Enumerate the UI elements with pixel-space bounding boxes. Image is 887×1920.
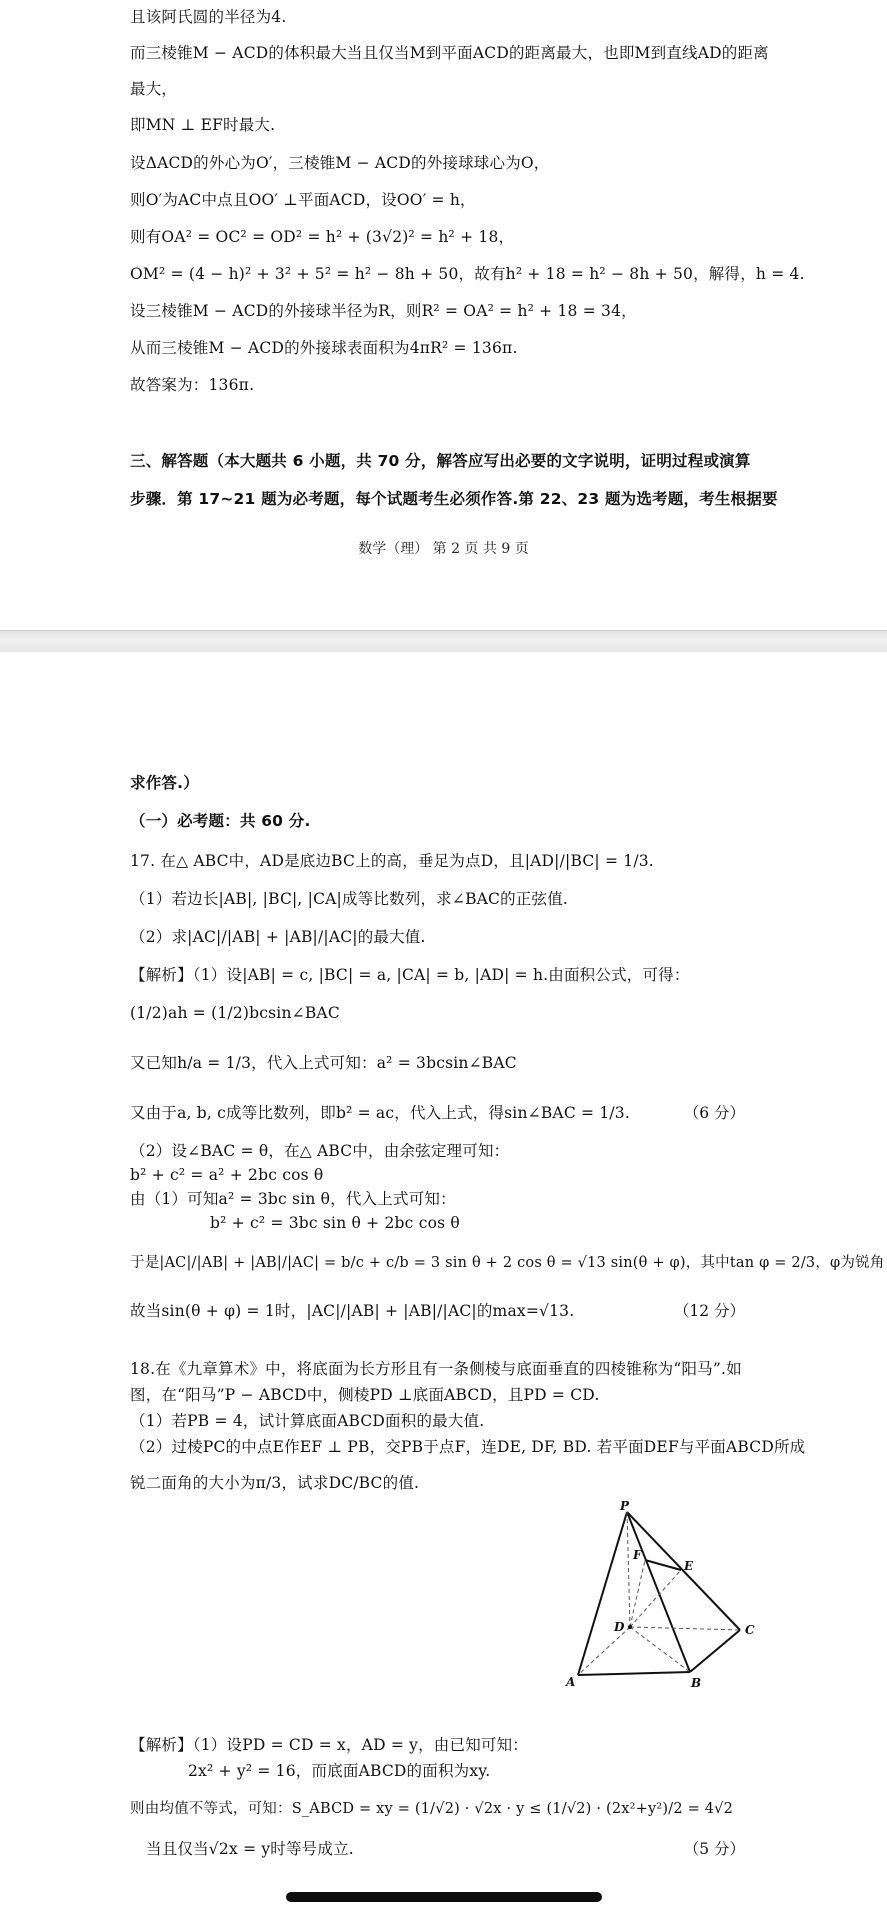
- label-F: F: [633, 1548, 642, 1562]
- text-line: 而三棱锥M − ACD的体积最大当且仅当M到平面ACD的距离最大，也即M到直线AD的距离: [130, 44, 769, 62]
- label-A: A: [566, 1675, 576, 1689]
- q17-stem: 17. 在△ ABC中，AD是底边BC上的高，垂足为点D，且|AD|/|BC| = 1/3.: [130, 852, 654, 870]
- text-line: 从而三棱锥M − ACD的外接球表面积为4πR² = 136π.: [130, 339, 518, 357]
- edge-PD: [627, 1512, 630, 1627]
- q18-part2: （2）过棱PC的中点E作EF ⊥ PB，交PB于点F，连DE, DF, BD. 若平面DEF与平面ABCD所成: [130, 1438, 806, 1456]
- label-P: P: [620, 1500, 630, 1513]
- q18-part1: （1）若PB = 4，试计算底面ABCD面积的最大值.: [130, 1412, 485, 1430]
- label-D: D: [614, 1620, 625, 1634]
- segment-DF: [630, 1560, 645, 1627]
- text-line: 则有OA² = OC² = OD² = h² + (3√2)² = h² + 18，: [130, 228, 515, 246]
- q18-solution: 【解析】（1）设PD = CD = x，AD = y，由已知可知：: [130, 1736, 528, 1754]
- edge-AB: [578, 1672, 690, 1675]
- label-B: B: [691, 1676, 702, 1690]
- text-line: 设三棱锥M − ACD的外接球半径为R，则R² = OA² = h² + 18 = 34，: [130, 302, 637, 320]
- pyramid-figure: [560, 1500, 770, 1700]
- q17-solution: b² + c² = a² + 2bc cos θ: [130, 1166, 324, 1184]
- edge-BC: [690, 1630, 740, 1672]
- home-indicator[interactable]: [286, 1892, 602, 1902]
- text-line: OM² = (4 − h)² + 3² + 5² = h² − 8h + 50，故有h² + 18 = h² − 8h + 50，解得，h = 4.: [130, 265, 805, 283]
- point-D: [628, 1625, 632, 1629]
- sub-section-title: （一）必考题：共 60 分.: [130, 812, 311, 830]
- section-heading-line2: 步骤．第 17~21 题为必考题，每个试题考生必须作答.第 22、23 题为选考题，考生根据要: [130, 490, 778, 508]
- label-E: E: [684, 1559, 694, 1573]
- q18-solution: 则由均值不等式，可知：S_ABCD = xy = (1/√2) · √2x · y ≤ (1/√2) · (2x²+y²)/2 = 4√2: [130, 1801, 734, 1817]
- text-line: 故答案为：136π.: [130, 376, 255, 394]
- q17-solution: 又由于a, b, c成等比数列，即b² = ac，代入上式，得sin∠BAC = 1/3.: [130, 1104, 630, 1122]
- q17-solution: 由（1）可知a² = 3bc sin θ，代入上式可知：: [130, 1190, 456, 1208]
- q17-solution: 故当sin(θ + φ) = 1时，|AC|/|AB| + |AB|/|AC|的max=√13.: [130, 1302, 575, 1320]
- text-line: 即MN ⊥ EF时最大.: [130, 116, 276, 134]
- q18-part2: 锐二面角的大小为π/3，试求DC/BC的值.: [130, 1474, 420, 1492]
- text-line: 设ΔACD的外心为O′，三棱锥M − ACD的外接球球心为O，: [130, 154, 550, 172]
- text-line: 则O′为AC中点且OO′ ⊥平面ACD，设OO′ = h，: [130, 191, 476, 209]
- segment-DE: [630, 1570, 681, 1627]
- page-footer: 数学（理） 第 2 页 共 9 页: [358, 541, 529, 557]
- score-mark: （12 分）: [673, 1302, 745, 1320]
- page-separator: [0, 630, 887, 654]
- q17-solution: 于是|AC|/|AB| + |AB|/|AC| = b/c + c/b = 3 sin θ + 2 cos θ = √13 sin(θ + φ)，其中tan φ = 2/3，φ为锐角: [130, 1255, 885, 1271]
- q18-stem: 图，在“阳马”P − ABCD中，侧棱PD ⊥底面ABCD，且PD = CD.: [130, 1386, 600, 1404]
- edge-PA: [578, 1512, 627, 1675]
- q17-solution: 【解析】（1）设|AB| = c, |BC| = a, |CA| = b, |AD| = h.由面积公式，可得：: [130, 966, 690, 984]
- section-continuation: 求作答.）: [130, 774, 199, 792]
- edge-DC: [630, 1627, 740, 1630]
- text-line: 且该阿氏圆的半径为4.: [130, 8, 287, 26]
- score-mark: （5 分）: [683, 1840, 745, 1858]
- q18-solution: 2x² + y² = 16，而底面ABCD的面积为xy.: [188, 1762, 491, 1780]
- q17-part2: （2）求|AC|/|AB| + |AB|/|AC|的最大值.: [130, 928, 426, 946]
- page-bottom: [0, 652, 887, 1920]
- text-line: 最大，: [130, 80, 178, 98]
- q18-stem: 18.在《九章算术》中，将底面为长方形且有一条侧棱与底面垂直的四棱锥称为“阳马”.如: [130, 1360, 742, 1378]
- page-top: [0, 0, 887, 630]
- q17-solution: 又已知h/a = 1/3，代入上式可知：a² = 3bcsin∠BAC: [130, 1054, 517, 1072]
- q17-part1: （1）若边长|AB|, |BC|, |CA|成等比数列，求∠BAC的正弦值.: [130, 890, 569, 908]
- section-heading-line1: 三、解答题（本大题共 6 小题，共 70 分，解答应写出必要的文字说明，证明过程或演算: [130, 452, 751, 470]
- score-mark: （6 分）: [683, 1104, 745, 1122]
- q17-solution: （2）设∠BAC = θ，在△ ABC中，由余弦定理可知：: [130, 1142, 510, 1160]
- q18-solution: 当且仅当√2x = y时等号成立.: [146, 1840, 354, 1858]
- label-C: C: [745, 1623, 755, 1637]
- q17-solution: b² + c² = 3bc sin θ + 2bc cos θ: [210, 1214, 460, 1232]
- q17-solution: (1/2)ah = (1/2)bcsin∠BAC: [130, 1004, 340, 1022]
